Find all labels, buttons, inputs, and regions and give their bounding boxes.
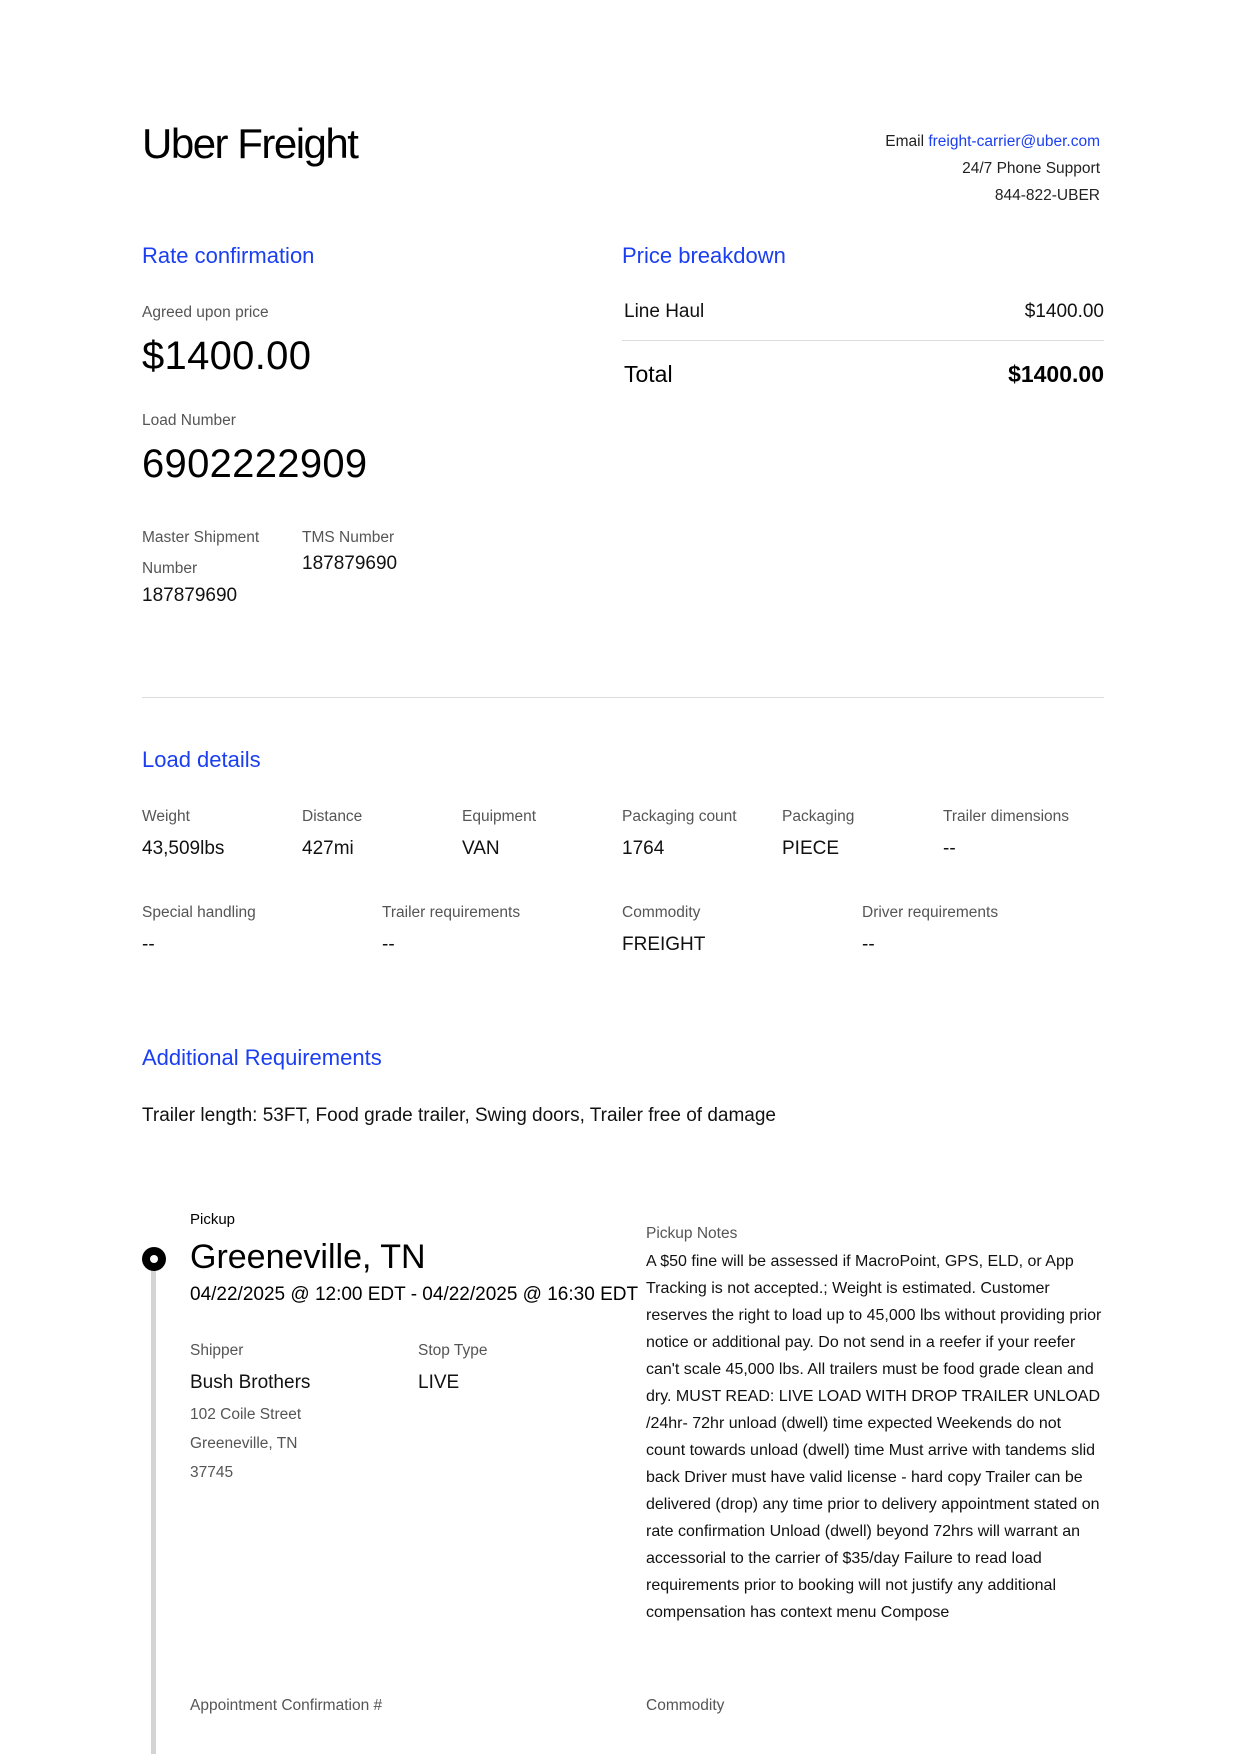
address-line-2: Greeneville, TN [190,1435,298,1452]
weight-label: Weight [142,808,190,825]
equipment-value: VAN [462,838,500,859]
email-label: Email [885,133,925,150]
packaging-count-value: 1764 [622,838,665,859]
pickup-marker-icon [142,1247,166,1271]
agreed-price-label: Agreed upon price [142,304,269,321]
tms-number-label: TMS Number [302,529,395,546]
packaging-value: PIECE [782,838,840,859]
trailer-dimensions-value: -- [943,838,956,859]
email-link[interactable]: freight-carrier@uber.com [928,133,1100,150]
master-shipment-label-line2: Number [142,560,198,577]
shipper-name: Bush Brothers [190,1372,311,1393]
address-line-1: 102 Coile Street [190,1406,302,1423]
commodity-label: Commodity [622,904,701,921]
phone-number: 844-822-UBER [994,187,1100,204]
total-label: Total [624,361,673,387]
section-divider [142,697,1104,698]
rate-confirmation-title: Rate confirmation [142,243,315,268]
special-handling-label: Special handling [142,904,256,921]
packaging-count-label: Packaging count [622,808,737,825]
agreed-price-value: $1400.00 [142,334,312,378]
appointment-confirmation-label: Appointment Confirmation # [190,1697,383,1714]
pickup-city: Greeneville, TN [190,1238,426,1276]
email-line [885,128,1100,155]
address-line-3: 37745 [190,1464,234,1481]
additional-requirements-title: Additional Requirements [142,1045,382,1070]
phone-support-label: 24/7 Phone Support [962,160,1100,177]
line-haul-value: $1400.00 [1024,301,1104,322]
packaging-label: Packaging [782,808,855,825]
load-details-title: Load details [142,747,261,772]
pickup-notes-label: Pickup Notes [646,1225,738,1242]
stop-type-label: Stop Type [418,1342,488,1359]
weight-value: 43,509lbs [142,838,225,859]
master-shipment-label-line1: Master Shipment [142,529,260,546]
pickup-notes-text: A $50 fine will be assessed if MacroPoint, GPS, ELD, or App Tracking is not accepted.; Weight is estimated. Customer reserves the right to load up to 45,000 lbs without providing prior notice or additional pay. Do not send in a reefer if your reefer can't scale 45,000 lbs. All trailers must be food grade clean and dry. MUST READ: LIVE LOAD WITH DROP TRAILER UNLOAD /24hr- 72hr unload (dwell) time expected Weekends do not count towards unload (dwell) time Must arrive with tandems slid back Driver must have valid license - hard copy Trailer can be delivered (drop) any time prior to delivery appointment stated on rate confirmation Unload (dwell) beyond 72hrs will warrant an accessorial to the carrier of $35/day Failure to read load requirements prior to booking will not justify any additional compensation has context menu Compose [646,1253,1102,1621]
trailer-requirements-label: Trailer requirements [382,904,521,921]
shipper-label: Shipper [190,1342,244,1359]
pickup-label: Pickup [190,1211,236,1228]
shipper-address [190,1400,301,1487]
stop-timeline [151,1262,156,1754]
total-value: $1400.00 [1008,361,1104,387]
total-row [624,358,1104,390]
pickup-commodity-label: Commodity [646,1697,725,1714]
stop-type-value: LIVE [418,1372,460,1393]
pickup-datetime: 04/22/2025 @ 12:00 EDT - 04/22/2025 @ 16:30 EDT [190,1284,639,1305]
additional-requirements-text: Trailer length: 53FT, Food grade trailer, Swing doors, Trailer free of damage [142,1105,776,1126]
price-breakdown-title: Price breakdown [622,243,786,268]
master-shipment-label [142,522,259,584]
line-haul-row [624,299,1104,325]
distance-value: 427mi [302,838,354,859]
contact-block [885,128,1100,209]
master-shipment-value: 187879690 [142,585,238,606]
load-number-value: 6902222909 [142,442,368,486]
equipment-label: Equipment [462,808,537,825]
driver-requirements-label: Driver requirements [862,904,999,921]
trailer-dimensions-label: Trailer dimensions [943,808,1070,825]
load-number-label: Load Number [142,412,236,429]
price-divider [622,340,1104,341]
tms-number-value: 187879690 [302,553,398,574]
trailer-requirements-value: -- [382,934,395,955]
special-handling-value: -- [142,934,155,955]
driver-requirements-value: -- [862,934,875,955]
commodity-value: FREIGHT [622,934,706,955]
distance-label: Distance [302,808,363,825]
uber-freight-logo: Uber Freight [142,120,358,167]
line-haul-label: Line Haul [624,301,705,322]
